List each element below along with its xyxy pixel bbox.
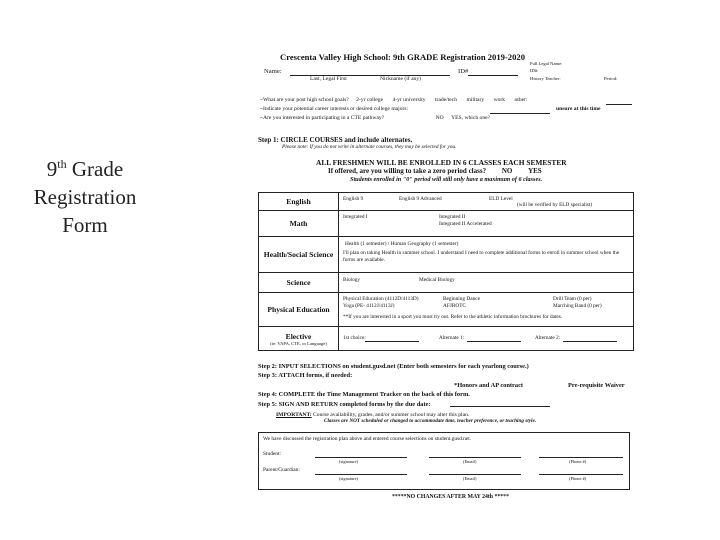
course-english-9: English 9 [343, 196, 364, 202]
course-english-9-adv: English 9 Advanced [399, 196, 442, 202]
table-row [259, 273, 634, 293]
subject-math: Math [259, 211, 339, 237]
table-row [259, 211, 634, 237]
no-changes-note: *****NO CHANGES AFTER MAY 24th ***** [392, 494, 509, 500]
sig-col-email: (Email) [463, 459, 477, 464]
steps-list [258, 362, 625, 409]
sig-intro: We have discussed the registration plan above and entered course selections on student.gusd.net. [263, 436, 472, 442]
course-integrated-2: Integrated II [439, 214, 466, 220]
important-note: IMPORTANT: Course availability, grades, and/or summer school may alter this plan. Classes are NOT scheduled or changed to accommodate time, teacher preference, or teaching style. [276, 412, 537, 424]
attach-waiver: Pre-requisite Waiver [568, 381, 625, 389]
subject-health: Health/Social Science [259, 237, 339, 273]
id-label: ID# [458, 68, 469, 75]
step1-note: Please note: If you do not write in alternate courses, they may be selected for you. [282, 144, 457, 150]
course-integrated-2-acc: Integrated II Accelerated [439, 221, 492, 227]
name-sub-nick: Nickname (if any) [380, 76, 422, 82]
course-yoga: Yoga (PE- 4112J/4113J) [343, 303, 395, 309]
freshmen-notice: ALL FRESHMEN WILL BE ENROLLED IN 6 CLASSES EACH SEMESTER [316, 158, 567, 167]
signature-box [258, 432, 630, 490]
step3: Step 3: ATTACH forms, if needed: [258, 372, 353, 380]
sig-col-phone-2: (Phone #) [569, 476, 587, 481]
zero-period-question: If offered, are you willing to take a zero period class? NO YES [328, 167, 542, 175]
course-pe: Physical Education (4112D/4113D) [343, 296, 419, 302]
course-health-summer: I'll plan on taking Health in summer school. I understand I need to complete additional forms to enroll in summer school when the forms are available. [343, 250, 620, 263]
step2: Step 2: INPUT SELECTIONS on student.gusd.net (Enter both semesters for each yearlong course.) [258, 363, 529, 370]
sig-parent: Parent/Guardian: [263, 467, 300, 473]
course-health-geo: Health (1 semester) / Human Geography (1 semester) [345, 241, 459, 247]
elective-alt-2: Alternate 2: [535, 335, 561, 341]
slide-title: 9th Grade Registration Form [33, 157, 137, 237]
elective-alt-1: Alternate 1: [439, 335, 465, 341]
attach-honors: *Honors and AP contract [454, 381, 524, 389]
course-biology: Biology [343, 277, 361, 283]
q-career-unsure: unsure at this time [556, 106, 601, 112]
subject-elective: Elective (ie: VAPA, CTE, or Language) [259, 327, 339, 351]
subject-english: English [259, 193, 339, 211]
sig-col-signature: (signature) [339, 459, 359, 464]
right-full-name: Full Legal Name: [530, 61, 563, 66]
sig-student: Student: [263, 451, 281, 457]
course-table [258, 192, 634, 351]
step1-heading: Step 1: CIRCLE COURSES and include alternates. [258, 136, 413, 144]
step5: Step 5: SIGN AND RETURN completed forms by the due date: [258, 400, 431, 408]
name-label: Name: [264, 68, 282, 75]
course-afjrotc: AFJROTC [443, 303, 466, 309]
step4: Step 4: COMPLETE the Time Management Tracker on the back of this form. [258, 391, 470, 399]
registration-form-image [254, 44, 638, 508]
course-integrated-1: Integrated I [343, 214, 368, 220]
sig-col-email-2: (Email) [463, 476, 477, 481]
name-sub-last: Last, Legal First [310, 76, 347, 82]
course-medical-biology: Medical Biology [419, 277, 455, 283]
right-history-teacher: History Teacher: [530, 76, 561, 81]
course-eld: ELD Level [489, 196, 513, 202]
q-cte: ~Are you interested in participating in a CTE pathway? NO YES, which one? [260, 115, 491, 121]
subject-pe: Physical Education [259, 293, 339, 327]
course-marching-band: Marching Band (0 per) [553, 303, 602, 309]
elective-first-choice: 1st choice: [343, 335, 366, 341]
table-row [259, 327, 634, 351]
table-row [259, 293, 634, 327]
sig-col-phone: (Phone #) [569, 459, 587, 464]
course-drill-team: Drill Team (0 per) [553, 296, 592, 302]
zero-period-note: Students enrolled in "0" period will still only have a maximum of 6 classes. [350, 176, 543, 183]
table-row [259, 237, 634, 273]
sig-col-signature-2: (signature) [339, 476, 359, 481]
q-goals: ~What are your post high school goals? 2-yr college 4-yr university trade/tech military work other: [260, 97, 528, 103]
table-row [259, 193, 634, 211]
course-sport-note: **If you are interested in a sport you must try out. Refer to the athletic information brochures for dates. [343, 314, 563, 320]
course-eld-note: (will be verified by ELD specialist) [517, 202, 593, 208]
course-beginning-dance: Beginning Dance [443, 296, 480, 302]
right-id: ID#: [530, 68, 539, 73]
q-career: ~Indicate your potential career interests or desired college majors: [260, 106, 409, 112]
subject-science: Science [259, 273, 339, 293]
form-title: Crescenta Valley High School: 9th GRADE Registration 2019-2020 [280, 52, 525, 62]
right-period: Period: [604, 76, 618, 81]
